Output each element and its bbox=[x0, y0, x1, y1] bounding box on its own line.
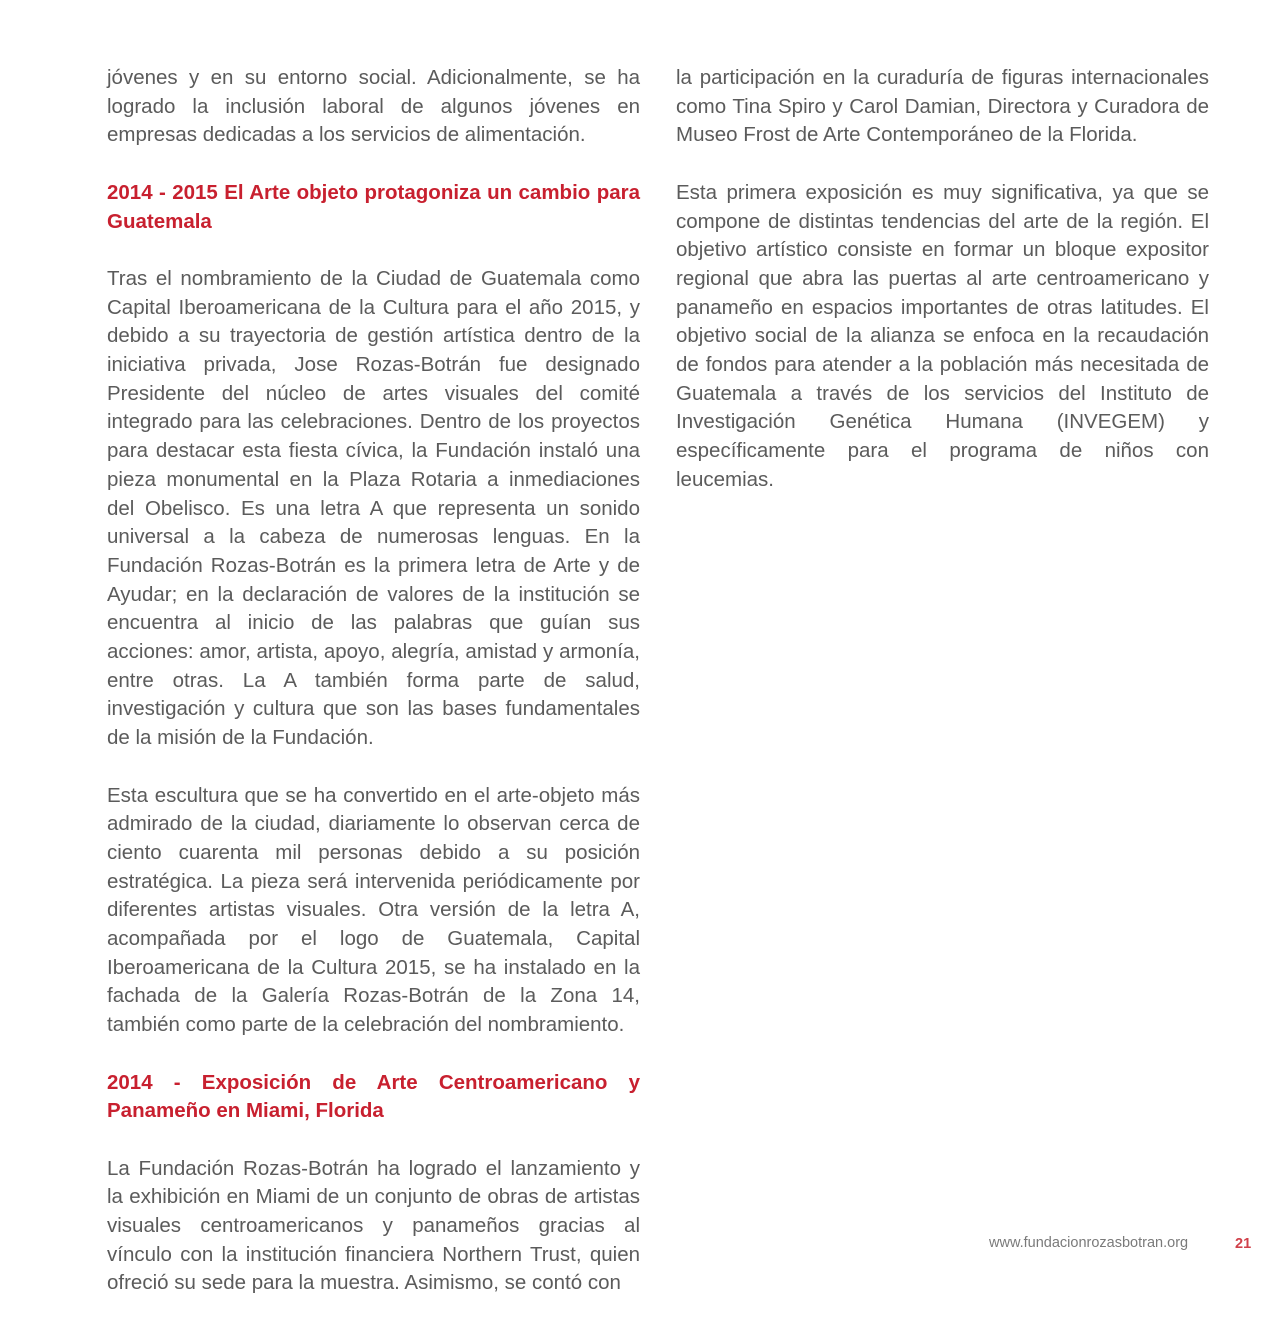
footer-url: www.fundacionrozasbotran.org bbox=[989, 1235, 1189, 1251]
continuation-paragraph: la participación en la curaduría de figuras internacionales como Tina Spiro y Carol Damian, Directora y Curadora de Museo Frost de Arte Contemporáneo de la Florida. bbox=[676, 66, 1209, 147]
section-paragraph-arte-objeto-1: Tras el nombramiento de la Ciudad de Guatemala como Capital Iberoamericana de la Cultura para el año 2015, y debido a su trayectoria de gestión artística dentro de la iniciativa privada, Jose Rozas-Botrán fue designado Presidente del núcleo de artes visuales del comité integrado para las celebraciones. Dentro de los proyectos para destacar esta fiesta cívica, la Fundación instaló una pieza monumental en la Plaza Rotaria a inmediaciones del Obelisco. Es una letra A que representa un sonido universal a la cabeza de numerosas lenguas. En la Fundación Rozas-Botrán es la primera letra de Arte y de Ayudar; en la declaración de valores de la institución se encuentra al inicio de las palabras que guían sus acciones: amor, artista, apoyo, alegría, amistad y armonía, entre otras. La A también forma parte de salud, investigación y cultura que son las bases fundamentales de la misión de la Fundación. bbox=[107, 266, 640, 750]
intro-paragraph: jóvenes y en su entorno social. Adicionalmente, se ha logrado la inclusión laboral de algunos jóvenes en empresas dedicadas a los servicios de alimentación. bbox=[107, 66, 640, 147]
exposition-paragraph: Esta primera exposición es muy significativa, ya que se compone de distintas tendencias del arte de la región. El objetivo artístico consiste en formar un bloque expositor regional que abra las puertas al arte centroamericano y panameño en espacios importantes de otras latitudes. El objetivo social de la alianza se enfoca en la recaudación de fondos para atender a la población más necesitada de Guatemala a través de los servicios del Instituto de Investigación Genética Humana (INVEGEM) y específicamente para el programa de niños con leucemias. bbox=[676, 180, 1209, 491]
right-column bbox=[676, 64, 1209, 523]
section-exposicion-miami bbox=[107, 1069, 640, 1299]
page-number: 21 bbox=[1235, 1236, 1252, 1252]
section-heading-arte-objeto: 2014 - 2015 El Arte objeto protagoniza un cambio para Guatemala bbox=[107, 180, 640, 233]
section-paragraph-exposicion-miami-1: La Fundación Rozas-Botrán ha logrado el lanzamiento y la exhibición en Miami de un conjunto de obras de artistas visuales centroamericanos y panameños gracias al vínculo con la institución financiera Northern Trust, quien ofreció su sede para la muestra. Asimismo, se contó con bbox=[107, 1156, 640, 1295]
section-paragraph-arte-objeto-2: Esta escultura que se ha convertido en el arte-objeto más admirado de la ciudad, diariamente lo observan cerca de ciento cuarenta mil personas debido a su posición estratégica. La pieza será intervenida periódicamente por diferentes artistas visuales. Otra versión de la letra A, acompañada por el logo de Guatemala, Capital Iberoamericana de la Cultura 2015, se ha instalado en la fachada de la Galería Rozas-Botrán de la Zona 14, también como parte de la celebración del nombramiento. bbox=[107, 783, 640, 1037]
section-arte-objeto bbox=[107, 179, 640, 1040]
left-column bbox=[107, 64, 640, 1327]
section-heading-exposicion-miami: 2014 - Exposición de Arte Centroamericano y Panameño en Miami, Florida bbox=[107, 1070, 640, 1123]
